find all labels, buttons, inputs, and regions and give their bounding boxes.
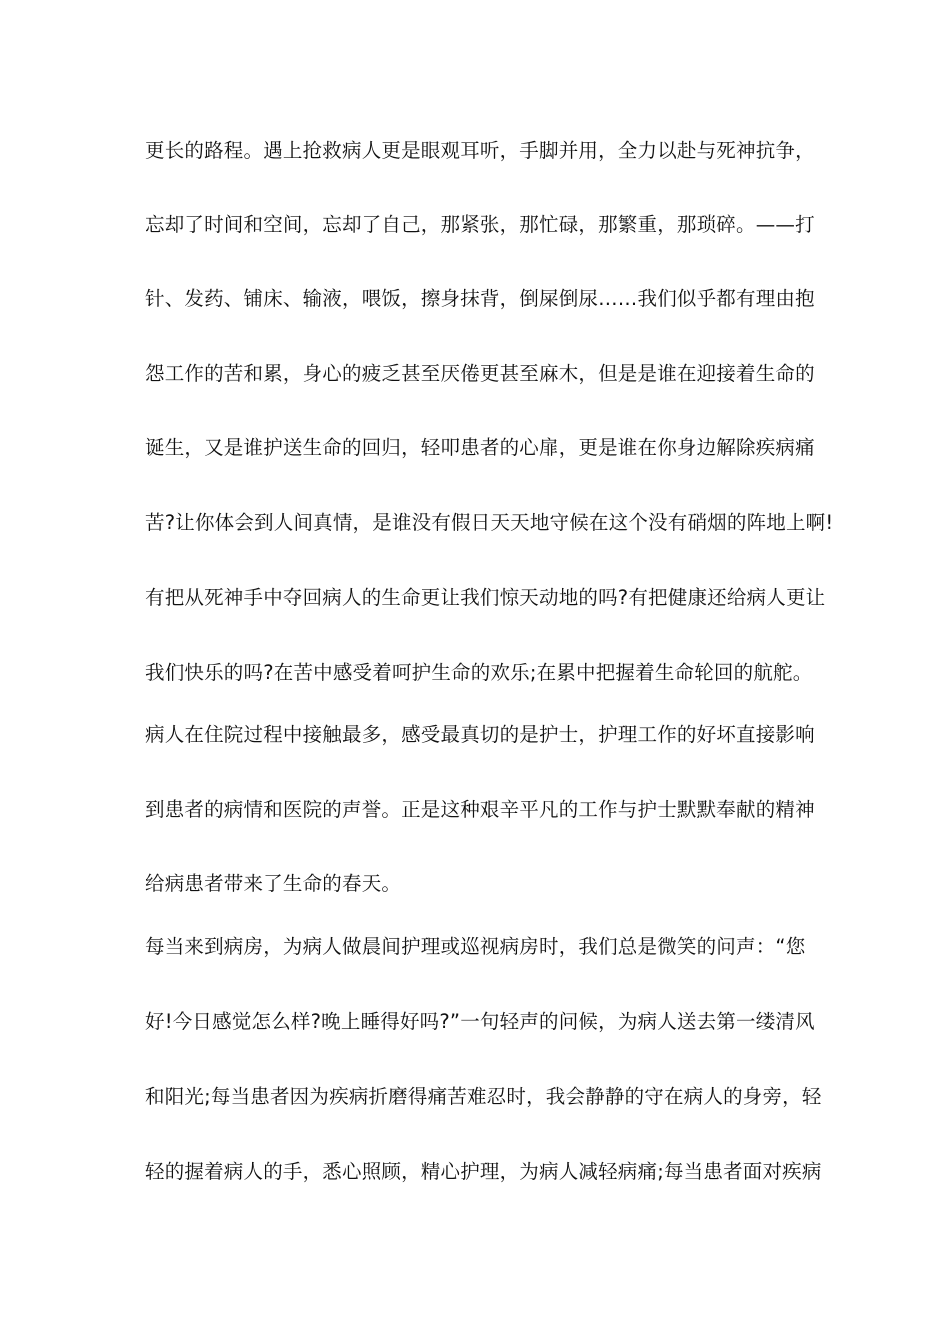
- text-line: 我们快乐的吗?在苦中感受着呵护生命的欢乐;在累中把握着生命轮回的航舵。: [145, 661, 813, 684]
- text-line: 更长的路程。遇上抢救病人更是眼观耳听，手脚并用，全力以赴与死神抗争，: [145, 139, 815, 162]
- text-line: 病人在住院过程中接触最多，感受最真切的是护士，护理工作的好坏直接影响: [145, 723, 815, 746]
- text-line: 苦?让你体会到人间真情，是谁没有假日天天地守候在这个没有硝烟的阵地上啊!: [145, 511, 834, 534]
- text-line: 有把从死神手中夺回病人的生命更让我们惊天动地的吗?有把健康还给病人更让: [145, 586, 826, 609]
- text-line: 忘却了时间和空间，忘却了自己，那紧张，那忙碌，那繁重，那琐碎。——打: [145, 213, 815, 236]
- text-line: 到患者的病情和医院的声誉。正是这种艰辛平凡的工作与护士默默奉献的精神: [145, 798, 815, 821]
- text-line: 好!今日感觉怎么样?晚上睡得好吗?”一句轻声的问候，为病人送去第一缕清风: [145, 1010, 815, 1033]
- text-line: 每当来到病房，为病人做晨间护理或巡视病房时，我们总是微笑的问声：“您: [145, 935, 806, 958]
- text-line: 轻的握着病人的手，悉心照顾，精心护理，为病人减轻病痛;每当患者面对疾病: [145, 1160, 822, 1183]
- text-line: 和阳光;每当患者因为疾病折磨得痛苦难忍时，我会静静的守在病人的身旁，轻: [145, 1085, 822, 1108]
- text-line: 怨工作的苦和累，身心的疲乏甚至厌倦更甚至麻木，但是是谁在迎接着生命的: [145, 362, 815, 385]
- text-line: 针、发药、铺床、输液，喂饭，擦身抹背，倒屎倒尿……我们似乎都有理由抱: [145, 287, 815, 310]
- text-line: 诞生，又是谁护送生命的回归，轻叩患者的心扉，更是谁在你身边解除疾病痛: [145, 436, 815, 459]
- text-line: 给病患者带来了生命的春天。: [145, 872, 402, 895]
